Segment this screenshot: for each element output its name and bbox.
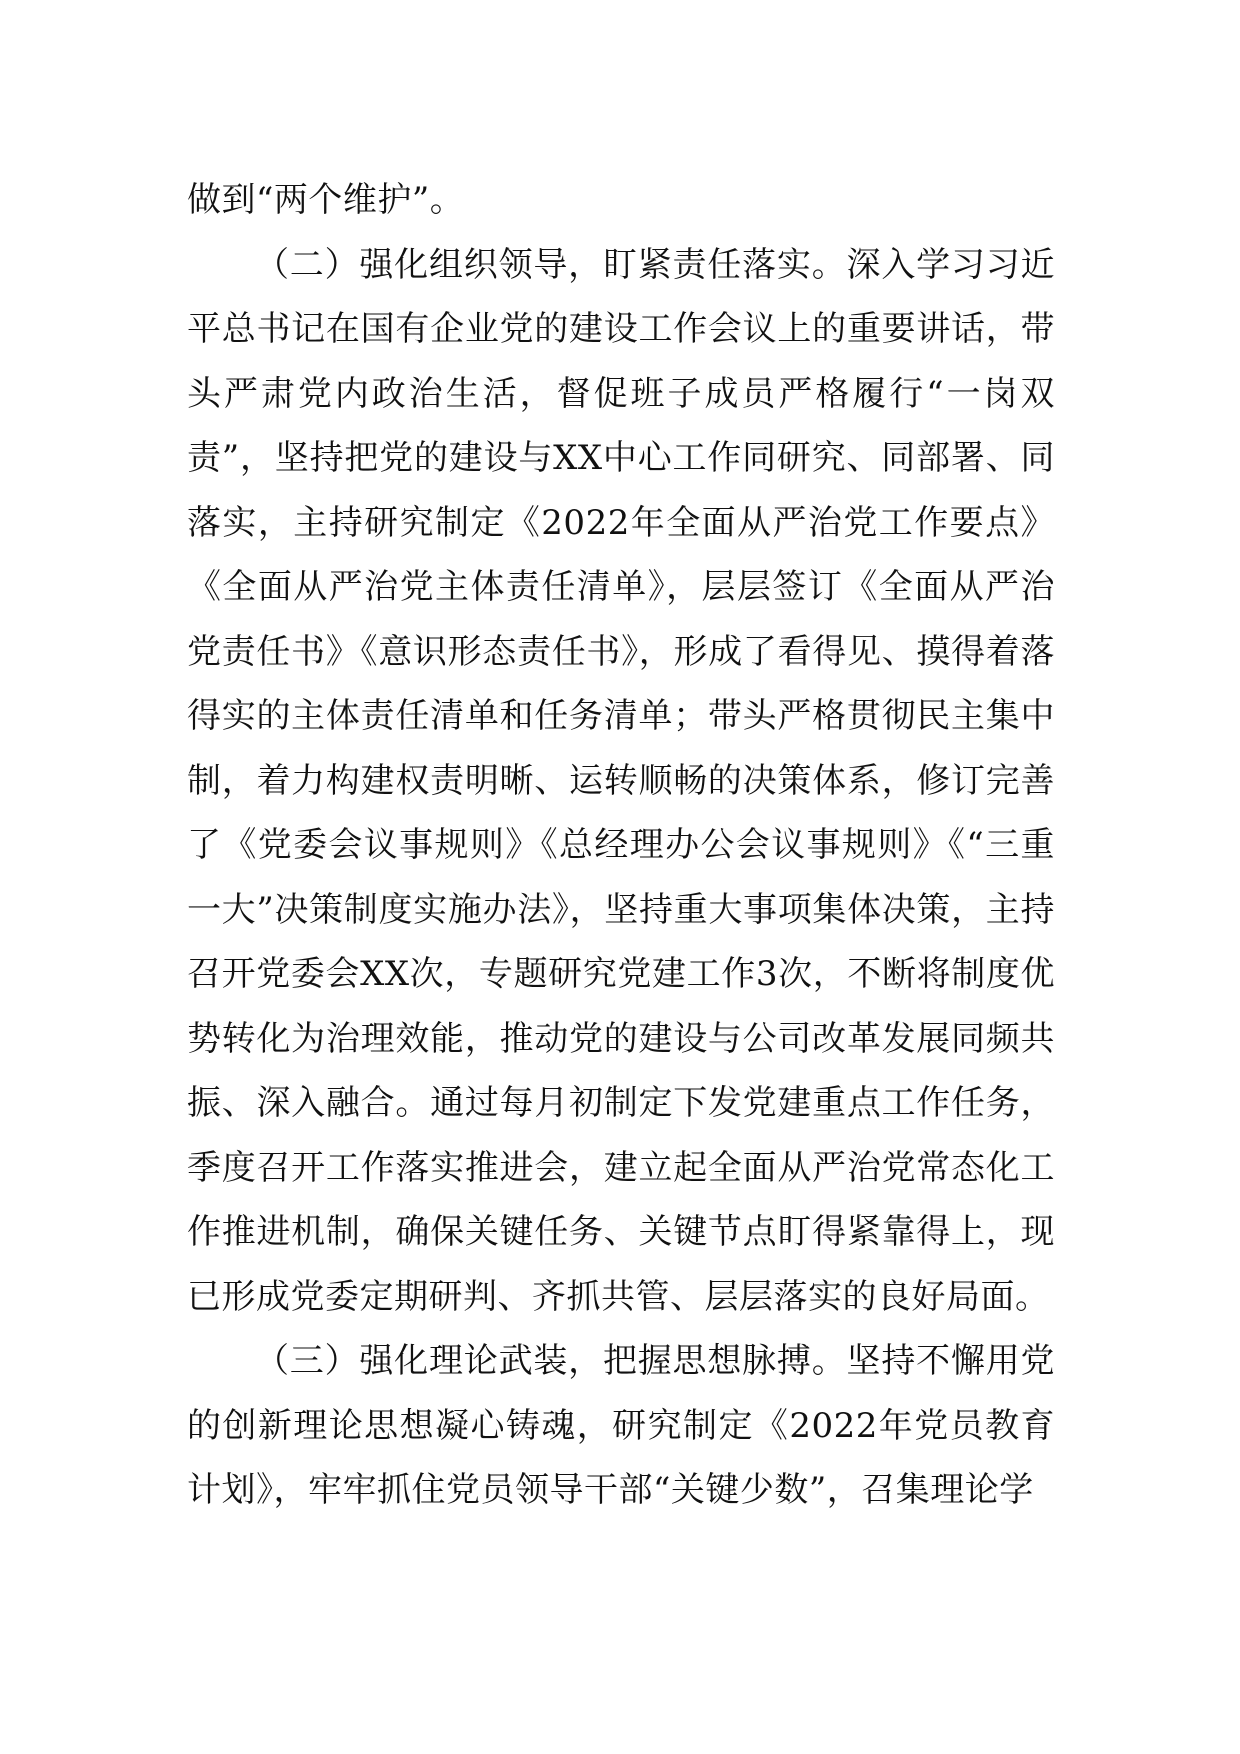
document-body bbox=[187, 168, 1055, 1523]
paragraph-section-three: （三）强化理论武装，把握思想脉搏。坚持不懈用党的创新理论思想凝心铸魂，研究制定《2022年党员教育计划》，牢牢抓住党员领导干部“关键少数”，召集理论学 bbox=[187, 1341, 1055, 1510]
paragraph-section-two: （二）强化组织领导，盯紧责任落实。深入学习习近平总书记在国有企业党的建设工作会议上的重要讲话，带头严肃党内政治生活，督促班子成员严格履行“一岗双责”，坚持把党的建设与XX中心工作同研究、同部署、同落实，主持研究制定《2022年全面从严治党工作要点》《全面从严治党主体责任清单》，层层签订《全面从严治党责任书》《意识形态责任书》，形成了看得见、摸得着落得实的主体责任清单和任务清单；带头严格贯彻民主集中制，着力构建权责明晰、运转顺畅的决策体系，修订完善了《党委会议事规则》《总经理办公会议事规则》《“三重一大”决策制度实施办法》，坚持重大事项集体决策，主持召开党委会XX次，专题研究党建工作3次，不断将制度优势转化为治理效能，推动党的建设与公司改革发展同频共振、深入融合。通过每月初制定下发党建重点工作任务，季度召开工作落实推进会，建立起全面从严治党常态化工作推进机制，确保关键任务、关键节点盯得紧靠得上，现已形成党委定期研判、齐抓共管、层层落实的良好局面。 bbox=[187, 244, 1055, 1317]
paragraph-continuation: 做到“两个维护”。 bbox=[187, 180, 465, 220]
